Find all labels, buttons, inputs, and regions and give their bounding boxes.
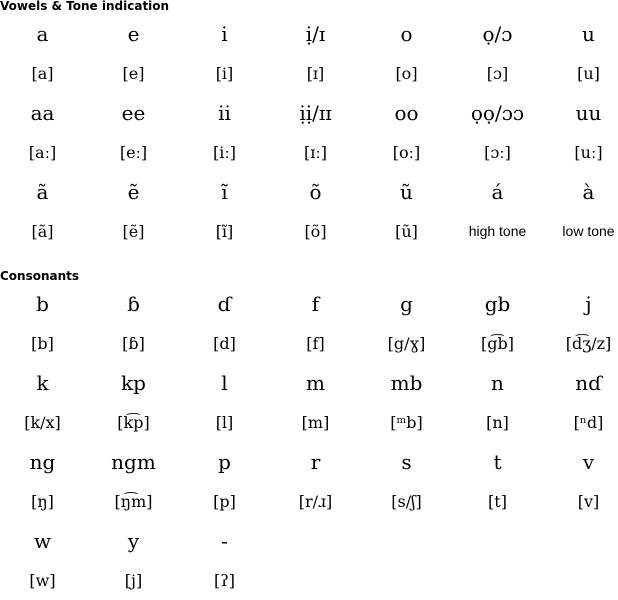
ipa-transcription: [m]	[270, 403, 361, 443]
ipa-transcription: [ɪː]	[270, 133, 361, 173]
consonant-letter: gb	[452, 284, 543, 324]
consonant-letter: j	[543, 284, 618, 324]
ipa-row	[0, 561, 618, 600]
ipa-transcription: [i]	[179, 54, 270, 94]
ipa-transcription: [s/ʃ]	[361, 482, 452, 522]
letter-row	[0, 442, 618, 482]
vowel-letter: ã	[0, 172, 88, 212]
ipa-transcription: [õ]	[270, 212, 361, 252]
ipa-row	[0, 133, 618, 173]
ipa-transcription: [g͡b]	[452, 324, 543, 364]
ipa-row	[0, 403, 618, 443]
vowel-letter: e	[88, 14, 179, 54]
ipa-transcription: [ã]	[0, 212, 88, 252]
vowel-letter: uu	[543, 93, 618, 133]
ipa-transcription: [v]	[543, 482, 618, 522]
ipa-transcription: [r/ɹ]	[270, 482, 361, 522]
ipa-transcription: [o]	[361, 54, 452, 94]
vowel-letter: õ	[270, 172, 361, 212]
vowel-letter: o	[361, 14, 452, 54]
consonant-letter: -	[179, 521, 270, 561]
ipa-transcription: [d]	[179, 324, 270, 364]
consonants-section-heading: Consonants	[0, 269, 79, 283]
vowel-letter: u	[543, 14, 618, 54]
vowel-letter: ẽ	[88, 172, 179, 212]
ipa-transcription: [g/ɣ]	[361, 324, 452, 364]
consonant-letter: w	[0, 521, 88, 561]
consonant-letter: kp	[88, 363, 179, 403]
consonant-letter: ng	[0, 442, 88, 482]
ipa-transcription	[452, 561, 543, 600]
vowel-letter: ịị/ɪɪ	[270, 93, 361, 133]
letter-row	[0, 172, 618, 212]
ipa-row	[0, 54, 618, 94]
vowel-letter: aa	[0, 93, 88, 133]
tone-label: high tone	[452, 212, 543, 252]
consonant-letter: y	[88, 521, 179, 561]
ipa-transcription: [l]	[179, 403, 270, 443]
ipa-row	[0, 482, 618, 522]
ipa-transcription: [ĩ]	[179, 212, 270, 252]
ipa-transcription: [ⁿd]	[543, 403, 618, 443]
ipa-transcription	[543, 561, 618, 600]
ipa-row	[0, 212, 618, 252]
ipa-transcription: [t]	[452, 482, 543, 522]
ipa-transcription: [ʔ]	[179, 561, 270, 600]
letter-row	[0, 284, 618, 324]
ipa-transcription: [iː]	[179, 133, 270, 173]
ipa-transcription: [aː]	[0, 133, 88, 173]
ipa-transcription: [uː]	[543, 133, 618, 173]
ipa-transcription: [w]	[0, 561, 88, 600]
consonant-letter: k	[0, 363, 88, 403]
tone-label: low tone	[543, 212, 618, 252]
vowels-grid	[0, 14, 618, 251]
vowel-letter: á	[452, 172, 543, 212]
vowel-letter: à	[543, 172, 618, 212]
consonant-letter: g	[361, 284, 452, 324]
ipa-transcription: [u]	[543, 54, 618, 94]
consonant-letter: v	[543, 442, 618, 482]
ipa-transcription: [p]	[179, 482, 270, 522]
consonant-letter: s	[361, 442, 452, 482]
vowel-letter: a	[0, 14, 88, 54]
vowel-letter: ọọ/ɔɔ	[452, 93, 543, 133]
ipa-transcription: [ŋ]	[0, 482, 88, 522]
vowel-letter: ọ/ɔ	[452, 14, 543, 54]
consonants-grid	[0, 284, 618, 600]
ipa-transcription	[361, 561, 452, 600]
consonant-letter	[270, 521, 361, 561]
consonant-letter: ngm	[88, 442, 179, 482]
ipa-transcription: [ũ]	[361, 212, 452, 252]
consonant-letter: ɓ	[88, 284, 179, 324]
letter-row	[0, 14, 618, 54]
ipa-transcription: [eː]	[88, 133, 179, 173]
ipa-transcription: [d͡ʒ/z]	[543, 324, 618, 364]
consonant-letter	[361, 521, 452, 561]
consonant-letter: f	[270, 284, 361, 324]
consonant-letter: r	[270, 442, 361, 482]
vowel-letter: ĩ	[179, 172, 270, 212]
ipa-transcription: [ẽ]	[88, 212, 179, 252]
vowel-letter: i	[179, 14, 270, 54]
ipa-transcription: [ɔ]	[452, 54, 543, 94]
consonant-letter: p	[179, 442, 270, 482]
consonant-letter: mb	[361, 363, 452, 403]
ipa-transcription: [ɓ]	[88, 324, 179, 364]
consonant-letter: n	[452, 363, 543, 403]
ipa-transcription: [n]	[452, 403, 543, 443]
consonant-letter: ɗ	[179, 284, 270, 324]
letter-row	[0, 93, 618, 133]
ipa-row	[0, 324, 618, 364]
ipa-transcription: [f]	[270, 324, 361, 364]
ipa-transcription: [j]	[88, 561, 179, 600]
consonant-letter	[452, 521, 543, 561]
consonant-letter: l	[179, 363, 270, 403]
ipa-transcription: [oː]	[361, 133, 452, 173]
ipa-transcription: [k/x]	[0, 403, 88, 443]
ipa-transcription: [a]	[0, 54, 88, 94]
ipa-transcription: [ᵐb]	[361, 403, 452, 443]
consonant-letter: m	[270, 363, 361, 403]
vowel-letter: ii	[179, 93, 270, 133]
ipa-transcription: [b]	[0, 324, 88, 364]
vowel-letter: ee	[88, 93, 179, 133]
ipa-transcription	[270, 561, 361, 600]
ipa-transcription: [ɪ]	[270, 54, 361, 94]
vowels-section-heading: Vowels & Tone indication	[0, 0, 169, 13]
ipa-transcription: [k͡p]	[88, 403, 179, 443]
vowel-letter: ị/ɪ	[270, 14, 361, 54]
ipa-transcription: [ŋ͡m]	[88, 482, 179, 522]
consonant-letter: nɗ	[543, 363, 618, 403]
vowel-letter: ũ	[361, 172, 452, 212]
letter-row	[0, 363, 618, 403]
consonant-letter	[543, 521, 618, 561]
ipa-transcription: [e]	[88, 54, 179, 94]
ipa-transcription: [ɔː]	[452, 133, 543, 173]
letter-row	[0, 521, 618, 561]
consonant-letter: t	[452, 442, 543, 482]
consonant-letter: b	[0, 284, 88, 324]
vowel-letter: oo	[361, 93, 452, 133]
